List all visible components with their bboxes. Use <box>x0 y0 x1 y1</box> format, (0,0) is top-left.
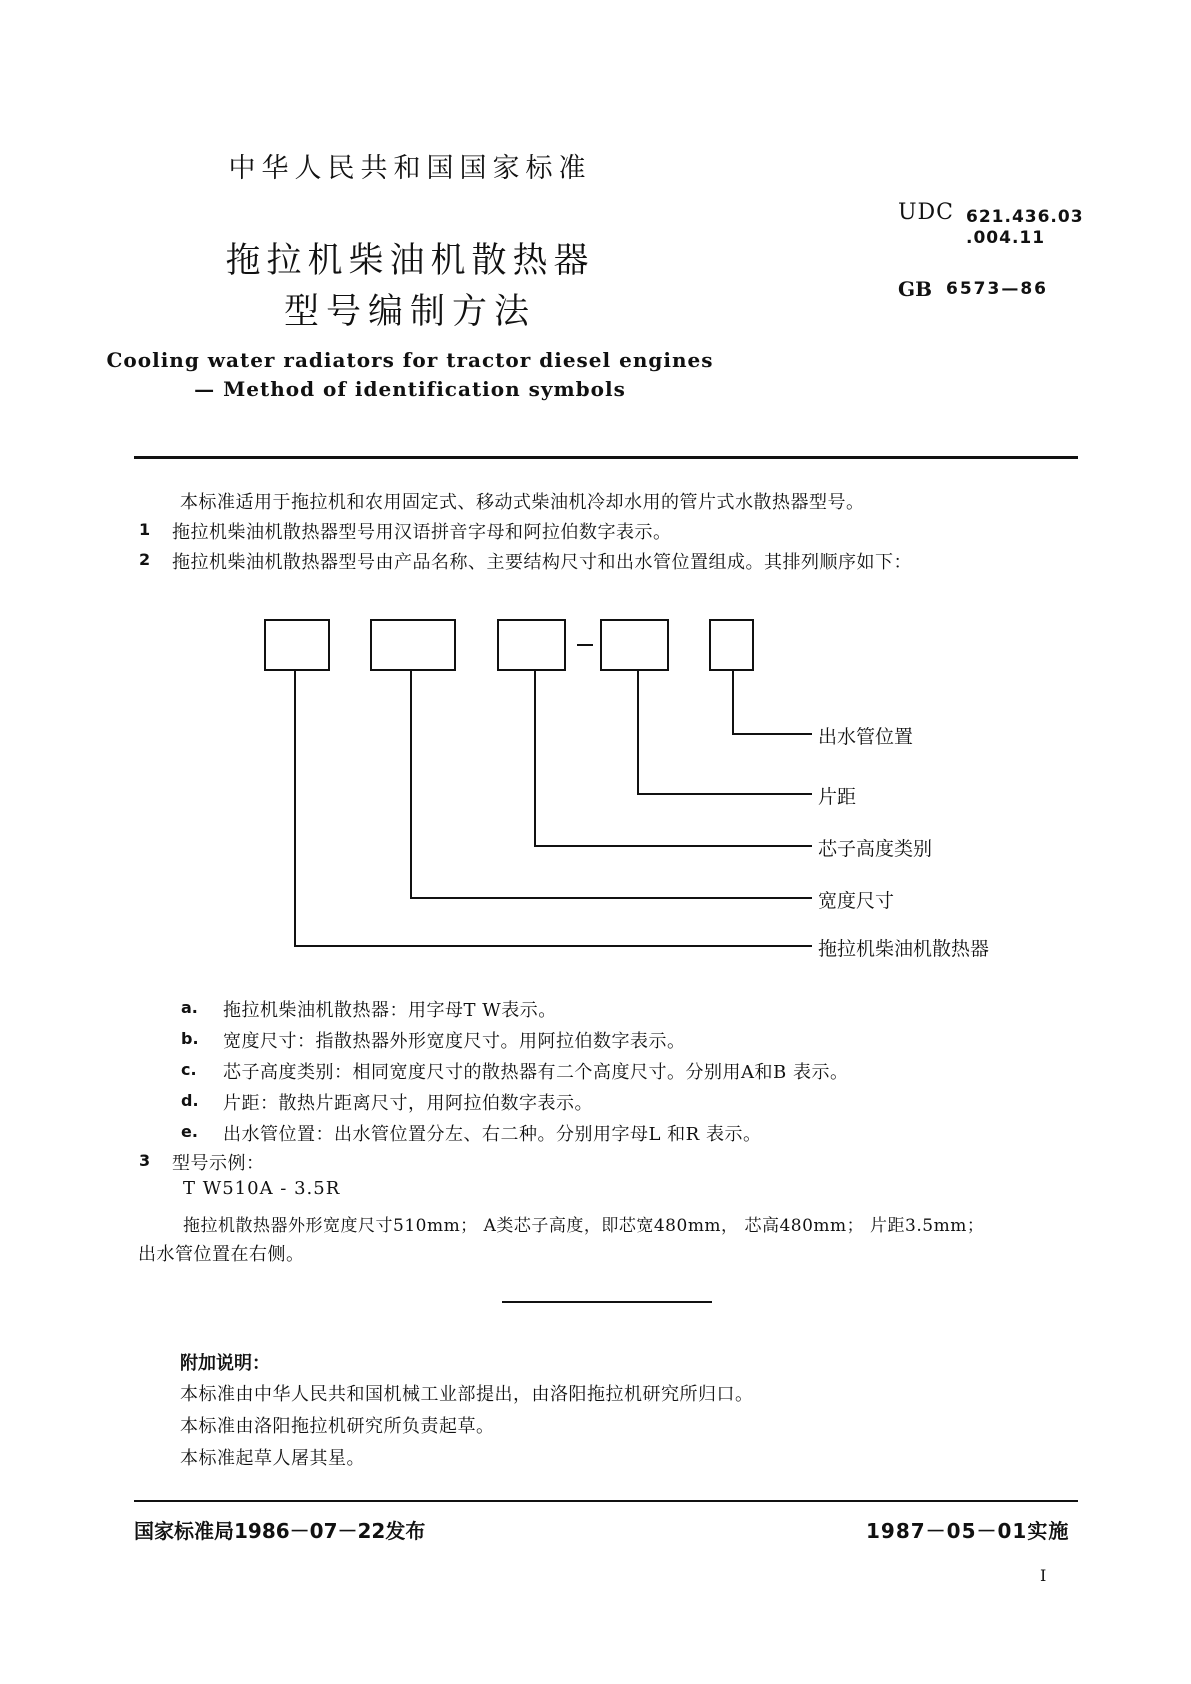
section-divider <box>502 1301 712 1303</box>
example-description-line-1: 拖拉机散热器外形宽度尺寸510mm； A类芯子高度，即芯宽480mm， 芯高480mm； 片距3.5mm； <box>183 1216 985 1236</box>
supplement-line-2: 本标准由洛阳拖拉机研究所负责起草。 <box>180 1416 495 1437</box>
gb-label: GB <box>898 277 932 301</box>
document-title-line-1: 拖拉机柴油机散热器 <box>225 241 595 281</box>
box-product-name <box>265 620 329 670</box>
supplement-title: 附加说明： <box>180 1353 270 1374</box>
box-outlet-position <box>710 620 753 670</box>
page-number: I <box>1040 1566 1047 1585</box>
gb-number: 6573—86 <box>946 279 1048 299</box>
issue-date: 国家标准局1986－07－22发布 <box>134 1519 426 1543</box>
example-description-line-2: 出水管位置在右侧。 <box>138 1244 305 1265</box>
udc-code-line-1: 621.436.03 <box>966 207 1084 227</box>
clause-3-number: 3 <box>139 1151 151 1170</box>
item-a-text: 拖拉机柴油机散热器：用字母T W表示。 <box>223 1000 557 1021</box>
leader-product-name <box>295 670 812 946</box>
effective-date: 1987－05－01实施 <box>866 1519 1070 1543</box>
label-outlet-position: 出水管位置 <box>818 726 914 748</box>
english-title-line-1: Cooling water radiators for tractor diesel engines <box>106 348 714 372</box>
item-d-letter: d. <box>181 1091 199 1110</box>
box-core-height <box>498 620 565 670</box>
label-width-size: 宽度尺寸 <box>818 890 895 912</box>
leader-width-size <box>411 670 812 898</box>
english-title-line-2: — Method of identification symbols <box>194 377 626 401</box>
item-c-letter: c. <box>181 1060 197 1079</box>
item-c-text: 芯子高度类别：相同宽度尺寸的散热器有二个高度尺寸。分别用A和B 表示。 <box>223 1062 849 1083</box>
box-fin-pitch <box>601 620 668 670</box>
clause-1-number: 1 <box>139 520 151 539</box>
item-a-letter: a. <box>181 998 198 1017</box>
supplement-line-3: 本标准起草人屠其星。 <box>180 1448 365 1469</box>
item-e-letter: e. <box>181 1122 198 1141</box>
footer-rule <box>134 1500 1078 1502</box>
label-core-height: 芯子高度类别 <box>818 838 933 860</box>
item-b-letter: b. <box>181 1029 199 1048</box>
document-title-line-2: 型号编制方法 <box>283 292 536 332</box>
item-d-text: 片距：散热片距离尺寸，用阿拉伯数字表示。 <box>223 1093 593 1114</box>
item-b-text: 宽度尺寸：指散热器外形宽度尺寸。用阿拉伯数字表示。 <box>223 1031 686 1052</box>
box-width-size <box>371 620 455 670</box>
item-e-text: 出水管位置：出水管位置分左、右二种。分别用字母L 和R 表示。 <box>223 1124 762 1145</box>
intro-paragraph: 本标准适用于拖拉机和农用固定式、移动式柴油机冷却水用的管片式水散热器型号。 <box>180 492 865 513</box>
example-title: 型号示例： <box>172 1153 265 1174</box>
label-product-name: 拖拉机柴油机散热器 <box>818 938 990 960</box>
example-code: T W510A - 3.5R <box>183 1178 341 1199</box>
leader-core-height <box>535 670 812 846</box>
leader-fin-pitch <box>638 670 812 794</box>
clause-2-number: 2 <box>139 550 151 569</box>
national-standard-title: 中华人民共和国国家标准 <box>228 153 592 184</box>
clause-1-text: 拖拉机柴油机散热器型号用汉语拼音字母和阿拉伯数字表示。 <box>172 522 672 543</box>
leader-outlet-position <box>733 670 812 734</box>
udc-code-line-2: .004.11 <box>966 228 1046 248</box>
clause-2-text: 拖拉机柴油机散热器型号由产品名称、主要结构尺寸和出水管位置组成。其排列顺序如下： <box>172 552 912 573</box>
udc-label: UDC <box>898 200 955 225</box>
label-fin-pitch: 片距 <box>818 786 857 808</box>
supplement-line-1: 本标准由中华人民共和国机械工业部提出，由洛阳拖拉机研究所归口。 <box>180 1384 754 1405</box>
